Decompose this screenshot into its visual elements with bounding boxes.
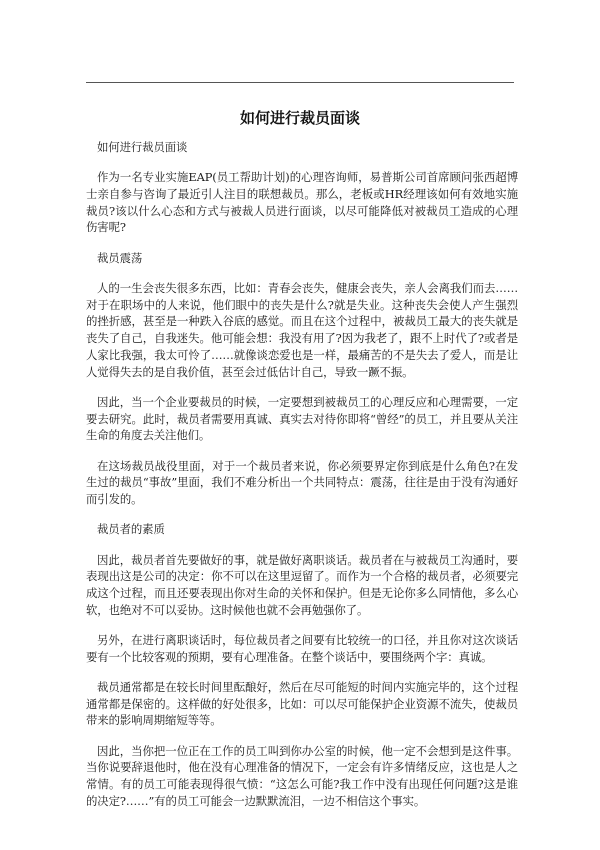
paragraph: 在这场裁员战役里面，对于一个裁员者来说，你必须要界定你到底是什么角色?在发生过的裁员“事故”里面，我们不难分析出一个共同特点：震荡，往往是由于没有沟通好而引发的。 xyxy=(86,458,518,506)
paragraph: 因此，裁员者首先要做好的事，就是做好离职谈话。裁员者在与被裁员工沟通时，要表现出这是公司的决定：你不可以在这里逗留了。而作为一个合格的裁员者，必须要完成这个过程，而且还要表现出你对生命的关怀和保护。但是无论你多么同情他，多么心软，也绝对不可以妥协。这时候他也就不会再勉强你了。 xyxy=(86,552,518,617)
page-title: 如何进行裁员面谈 xyxy=(239,109,360,127)
header-rule xyxy=(86,82,514,83)
paragraph: 另外，在进行离职谈话时，每位裁员者之间要有比较统一的口径，并且你对这次谈话要有一个比较客观的预期，要有心理准备。在整个谈话中，要围绕两个字：真诚。 xyxy=(86,632,518,664)
section-heading: 如何进行裁员面谈 xyxy=(97,140,188,154)
section-heading: 裁员震荡 xyxy=(97,250,143,265)
document-body xyxy=(86,139,518,823)
paragraph: 因此，当你把一位正在工作的员工叫到你办公室的时候，他一定不会想到是这件事。当你说要辞退他时，他在没有心理准备的情况下，一定会有许多情绪反应，这也是人之常情。有的员工可能表现得很气愤：“这怎么可能?我工作中没有出现任何问题?这是谁的决定?……”有的员工可能会一边默默流泪，一边不相信这个事实。 xyxy=(86,743,518,808)
section-heading: 裁员者的素质 xyxy=(97,522,165,537)
paragraph: 作为一名专业实施EAP(员工帮助计划)的心理咨询师，易普斯公司首席顾问张西超博士亲自参与咨询了最近引人注目的联想裁员。那么，老板或HR经理该如何有效地实施裁员?该以什么心态和方式与被裁人员进行面谈，以尽可能降低对被裁员工造成的心理伤害呢? xyxy=(86,170,518,235)
paragraph: 因此，当一个企业要裁员的时候，一定要想到被裁员工的心理反应和心理需要，一定要去研究。此时，裁员者需要用真诚、真实去对待你即将“曾经”的员工，并且要从关注生命的角度去关注他们。 xyxy=(86,394,518,443)
paragraph: 裁员通常都是在较长时间里酝酿好，然后在尽可能短的时间内实施完毕的，这个过程通常都是保密的。这样做的好处很多，比如：可以尽可能保护企业资源不流失，使裁员带来的影响周期缩短等等。 xyxy=(86,679,518,728)
paragraph: 人的一生会丧失很多东西，比如：青春会丧失，健康会丧失，亲人会离我们而去……对于在职场中的人来说，他们眼中的丧失是什么?就是失业。这种丧失会使人产生强烈的挫折感，甚至是一种跌入谷底的感觉。而且在这个过程中，被裁员工最大的丧失就是丧失了自己，自我迷失。他可能会想：我没有用了?因为我老了，跟不上时代了?或者是人家比我强，我太可怜了……就像谈恋爱也是一样，最痛苦的不是失去了爱人，而是让人觉得失去的是自我价值，甚至会过低估计自己，导致一蹶不振。 xyxy=(86,281,518,379)
